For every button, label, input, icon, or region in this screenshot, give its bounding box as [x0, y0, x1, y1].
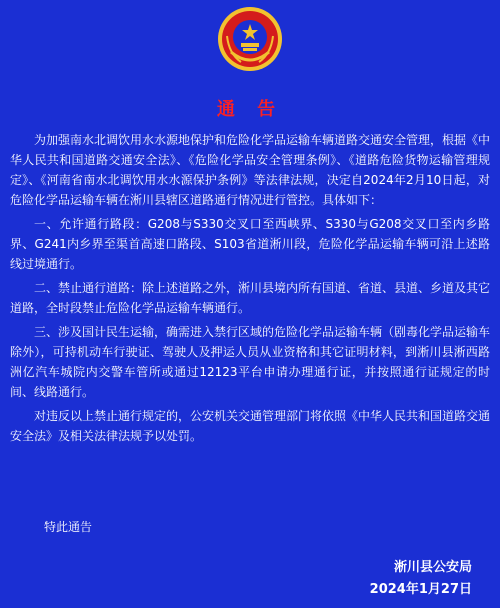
notice-closing: 特此通告 [44, 520, 93, 534]
notice-date: 2024年1月27日 [369, 582, 472, 597]
notice-paragraph-permit: 三、涉及国计民生运输，确需进入禁行区域的危险化学品运输车辆（剧毒化学品运输车除外），可持机动车行驶证、驾驶人及押运人员从业资格和其它证明材料，到淅川县淅西路洲亿汽车城院内交警车管所或通过12123平台申请办理通行证，并按照通行证规定的时间、线路通行。 [10, 325, 491, 399]
notice-paragraph-prohibited-roads: 二、禁止通行道路：除上述道路之外，淅川县境内所有国道、省道、县道、乡道及其它道路，全时段禁止危险化学品运输车辆通行。 [10, 281, 491, 315]
notice-paragraph-penalty: 对违反以上禁止通行规定的，公安机关交通管理部门将依照《中华人民共和国道路交通安全法》及相关法律法规予以处罚。 [10, 409, 491, 443]
notice-body [10, 130, 490, 450]
notice-title: 通 告 [216, 99, 284, 120]
notice-paragraph-allowed-roads: 一、允许通行路段：G208与S330交叉口至西峡界、S330与G208交叉口至内乡路界、G241内乡界至渠首高速口路段、S103省道淅川段，危险化学品运输车辆可沿上述路线过境通行。 [10, 217, 490, 271]
police-emblem-icon [217, 6, 283, 72]
notice-signer: 淅川县公安局 [393, 560, 472, 575]
notice-paragraph-intro: 为加强南水北调饮用水水源地保护和危险化学品运输车辆道路交通安全管理，根据《中华人民共和国道路交通安全法》、《危险化学品安全管理条例》、《道路危险货物运输管理规定》、《河南省南水北调饮用水水源保护条例》等法律法规，决定自2024年2月10日起，对危险化学品运输车辆在淅川县辖区道路通行情况进行管控。具体如下： [10, 133, 491, 207]
